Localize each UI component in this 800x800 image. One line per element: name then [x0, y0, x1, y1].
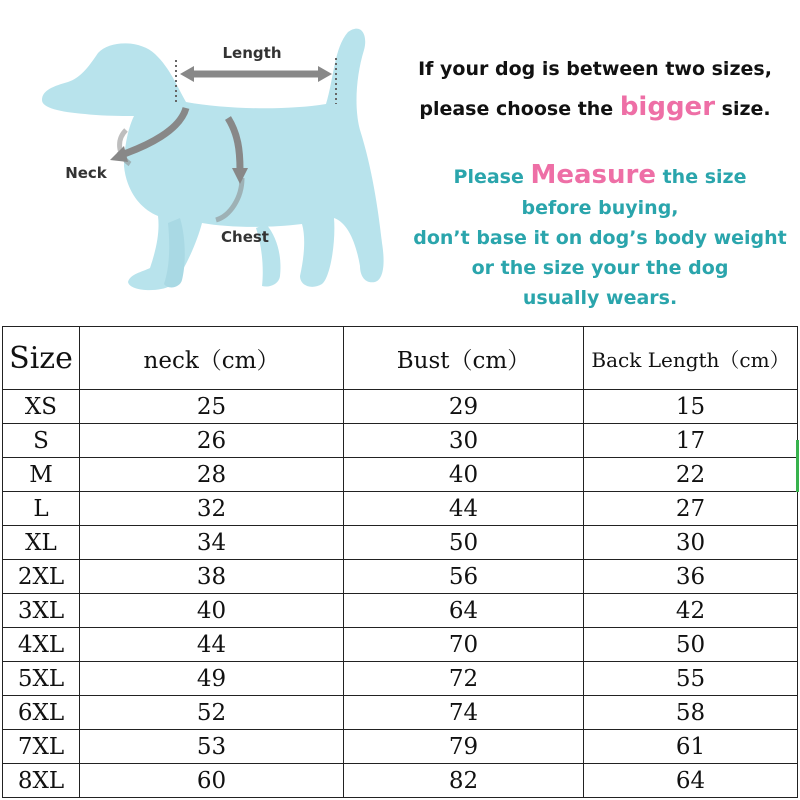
dog-measurement-diagram	[30, 18, 400, 318]
cell-size: 3XL	[3, 594, 80, 628]
tip-size-dog: or the size your the dog	[471, 257, 729, 279]
tip-before-buying: before buying,	[521, 197, 679, 219]
cell-size: 6XL	[3, 696, 80, 730]
cell-neck: 60	[80, 764, 344, 798]
tip-measure-emphasis: Measure	[530, 160, 656, 190]
cell-back-length: 15	[584, 390, 798, 424]
table-row	[3, 696, 798, 730]
table-header-row	[3, 327, 798, 390]
length-arrow-right-head	[318, 66, 332, 82]
header-size: Size	[3, 327, 80, 390]
tip-bigger-emphasis: bigger	[619, 92, 716, 122]
header-bust: Bust（cm）	[344, 327, 584, 390]
tip-between-sizes: If your dog is between two sizes,	[418, 58, 772, 80]
cell-size: M	[3, 458, 80, 492]
edge-marker	[796, 440, 799, 492]
cell-neck: 52	[80, 696, 344, 730]
cell-bust: 44	[344, 492, 584, 526]
tip-please-text: Please	[453, 166, 531, 188]
cell-size: L	[3, 492, 80, 526]
tip-choose-bigger	[405, 92, 785, 122]
table-row	[3, 390, 798, 424]
table-row	[3, 628, 798, 662]
tip-choose-text: please choose the	[419, 98, 620, 120]
cell-neck: 32	[80, 492, 344, 526]
length-label: Length	[222, 44, 282, 62]
cell-neck: 26	[80, 424, 344, 458]
header-neck: neck（cm）	[80, 327, 344, 390]
cell-bust: 29	[344, 390, 584, 424]
cell-neck: 49	[80, 662, 344, 696]
cell-back-length: 61	[584, 730, 798, 764]
cell-neck: 44	[80, 628, 344, 662]
cell-neck: 53	[80, 730, 344, 764]
cell-bust: 72	[344, 662, 584, 696]
length-arrow-left-head	[180, 66, 194, 82]
table-row	[3, 526, 798, 560]
table-row	[3, 764, 798, 798]
tip-measure	[395, 160, 800, 190]
header-back-length: Back Length（cm）	[584, 327, 798, 390]
cell-neck: 40	[80, 594, 344, 628]
cell-size: 8XL	[3, 764, 80, 798]
cell-bust: 30	[344, 424, 584, 458]
cell-bust: 50	[344, 526, 584, 560]
cell-size: XS	[3, 390, 80, 424]
cell-size: 5XL	[3, 662, 80, 696]
cell-bust: 56	[344, 560, 584, 594]
cell-back-length: 27	[584, 492, 798, 526]
cell-bust: 74	[344, 696, 584, 730]
cell-neck: 25	[80, 390, 344, 424]
cell-back-length: 55	[584, 662, 798, 696]
cell-bust: 82	[344, 764, 584, 798]
size-chart-table	[2, 326, 798, 798]
neck-label: Neck	[65, 164, 107, 182]
cell-back-length: 50	[584, 628, 798, 662]
cell-neck: 28	[80, 458, 344, 492]
cell-back-length: 58	[584, 696, 798, 730]
cell-back-length: 42	[584, 594, 798, 628]
measurement-guide	[0, 0, 800, 326]
cell-bust: 79	[344, 730, 584, 764]
cell-back-length: 17	[584, 424, 798, 458]
cell-neck: 38	[80, 560, 344, 594]
cell-bust: 70	[344, 628, 584, 662]
cell-size: 7XL	[3, 730, 80, 764]
cell-bust: 40	[344, 458, 584, 492]
cell-back-length: 36	[584, 560, 798, 594]
table-body	[3, 390, 798, 798]
dog-illustration	[30, 18, 400, 318]
chest-label: Chest	[221, 228, 269, 246]
tip-size-text: size.	[715, 98, 771, 120]
cell-bust: 64	[344, 594, 584, 628]
cell-back-length: 30	[584, 526, 798, 560]
cell-size: S	[3, 424, 80, 458]
table-row	[3, 458, 798, 492]
tip-not-weight: don’t base it on dog’s body weight	[413, 227, 787, 249]
cell-back-length: 64	[584, 764, 798, 798]
cell-size: XL	[3, 526, 80, 560]
tip-usually-wears: usually wears.	[522, 287, 678, 309]
cell-neck: 34	[80, 526, 344, 560]
table-row	[3, 424, 798, 458]
table-row	[3, 730, 798, 764]
dog-silhouette	[42, 29, 384, 290]
cell-size: 4XL	[3, 628, 80, 662]
cell-back-length: 22	[584, 458, 798, 492]
cell-size: 2XL	[3, 560, 80, 594]
tip-the-size-text: the size	[655, 166, 747, 188]
table-row	[3, 560, 798, 594]
table-row	[3, 492, 798, 526]
table-row	[3, 594, 798, 628]
table-row	[3, 662, 798, 696]
